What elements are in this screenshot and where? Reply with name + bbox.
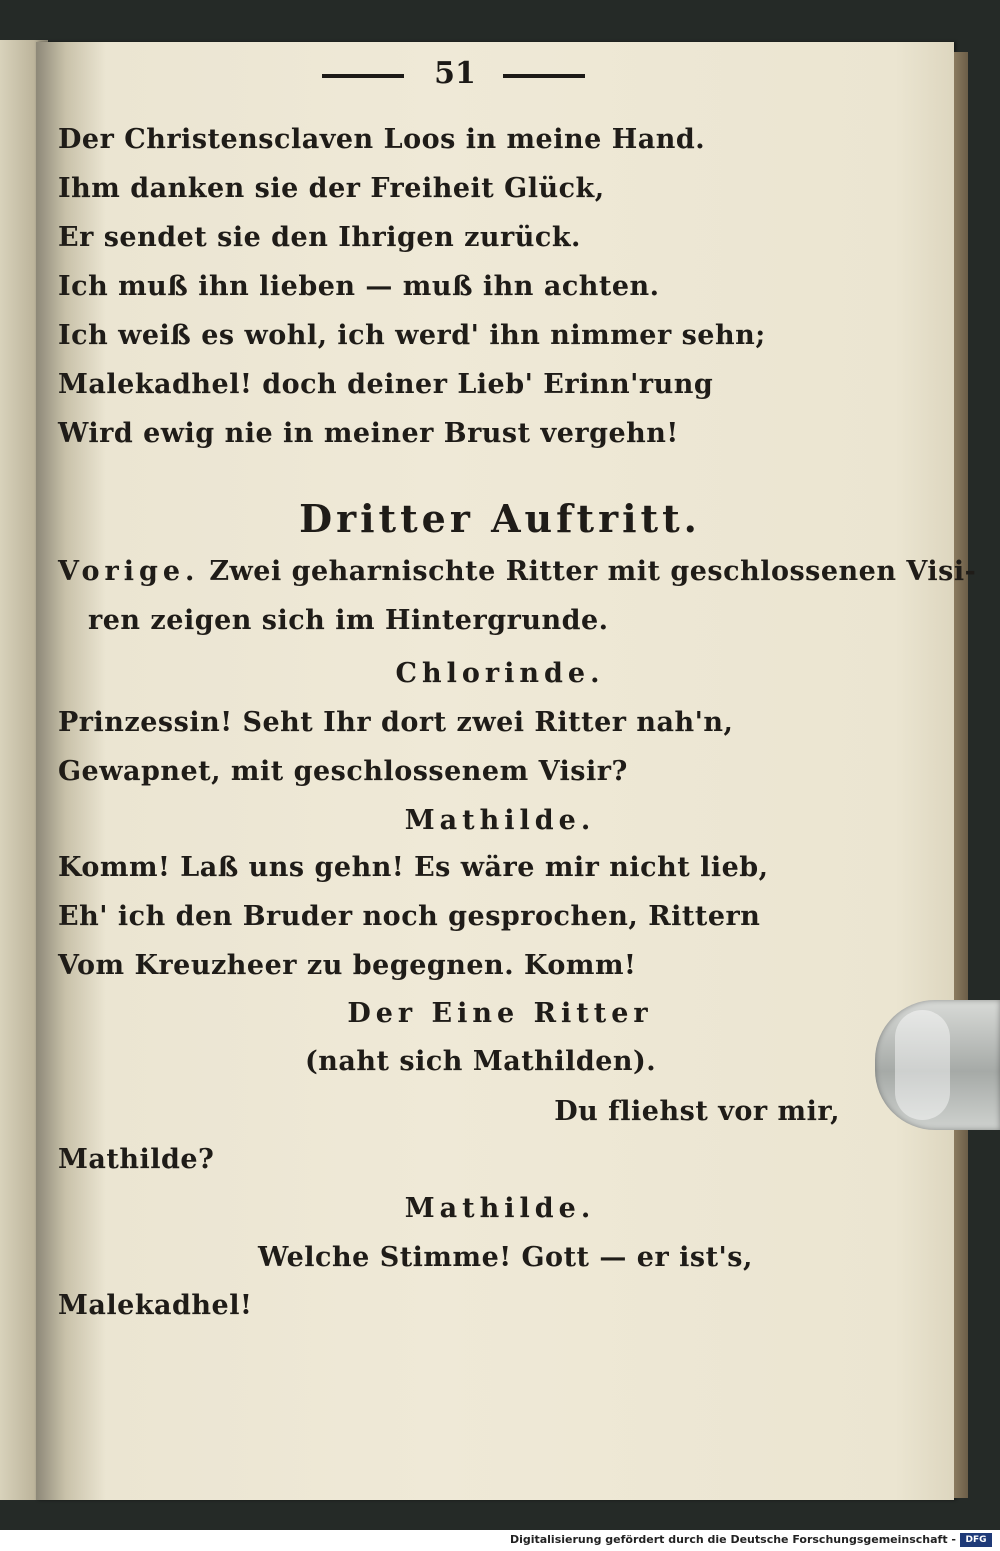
dfg-logo: DFG [960,1533,992,1547]
poem-line: Wird ewig nie in meiner Brust vergehn! [58,418,679,449]
stage-direction-text: Zwei geharnischte Ritter mit geschlossenen Visi- [209,556,977,587]
dialogue-line: Du fliehst vor mir, [554,1096,840,1127]
poem-line: Ich weiß es wohl, ich werd' ihn nimmer sehn; [58,320,766,351]
page-edge [954,52,968,1498]
poem-line: Er sendet sie den Ihrigen zurück. [58,222,581,253]
stage-direction-line1 [58,556,976,587]
stage-direction: (naht sich Mathilden). [305,1046,657,1077]
dialogue-line: Eh' ich den Bruder noch gesprochen, Rittern [58,901,761,932]
dialogue-line: Gewapnet, mit geschlossenem Visir? [58,756,628,787]
header-rule-right [503,74,585,78]
footer-credit: Digitalisierung gefördert durch die Deutsche Forschungsgemeinschaft - [509,1533,956,1546]
speaker-mathilde: Mathilde. [404,1193,596,1224]
dialogue-line: Komm! Laß uns gehn! Es wäre mir nicht lieb, [58,852,769,883]
speaker-ritter: Der Eine Ritter [347,998,653,1029]
poem-line: Der Christensclaven Loos in meine Hand. [58,124,706,155]
footer-bar [0,1530,1000,1551]
page-header [0,58,1000,94]
speaker-chlorinde: Chlorinde. [395,658,605,689]
poem-line: Malekadhel! doch deiner Lieb' Erinn'rung [58,369,714,400]
dialogue-line: Welche Stimme! Gott — er ist's, [258,1242,753,1273]
header-rule-left [322,74,404,78]
dialogue-line: Mathilde? [58,1144,215,1175]
dialogue-line: Prinzessin! Seht Ihr dort zwei Ritter nah'n, [58,707,734,738]
page-number: 51 [434,56,476,91]
scene-heading: Dritter Auftritt. [299,496,701,541]
stage-direction-line2: ren zeigen sich im Hintergrunde. [88,605,609,636]
speaker-mathilde: Mathilde. [404,805,596,836]
poem-line: Ihm danken sie der Freiheit Glück, [58,173,605,204]
poem-line: Ich muß ihn lieben — muß ihn achten. [58,271,660,302]
dialogue-line: Vom Kreuzheer zu begegnen. Komm! [58,950,637,981]
dialogue-line: Malekadhel! [58,1290,253,1321]
stage-direction-lead: Vorige. [58,556,200,587]
